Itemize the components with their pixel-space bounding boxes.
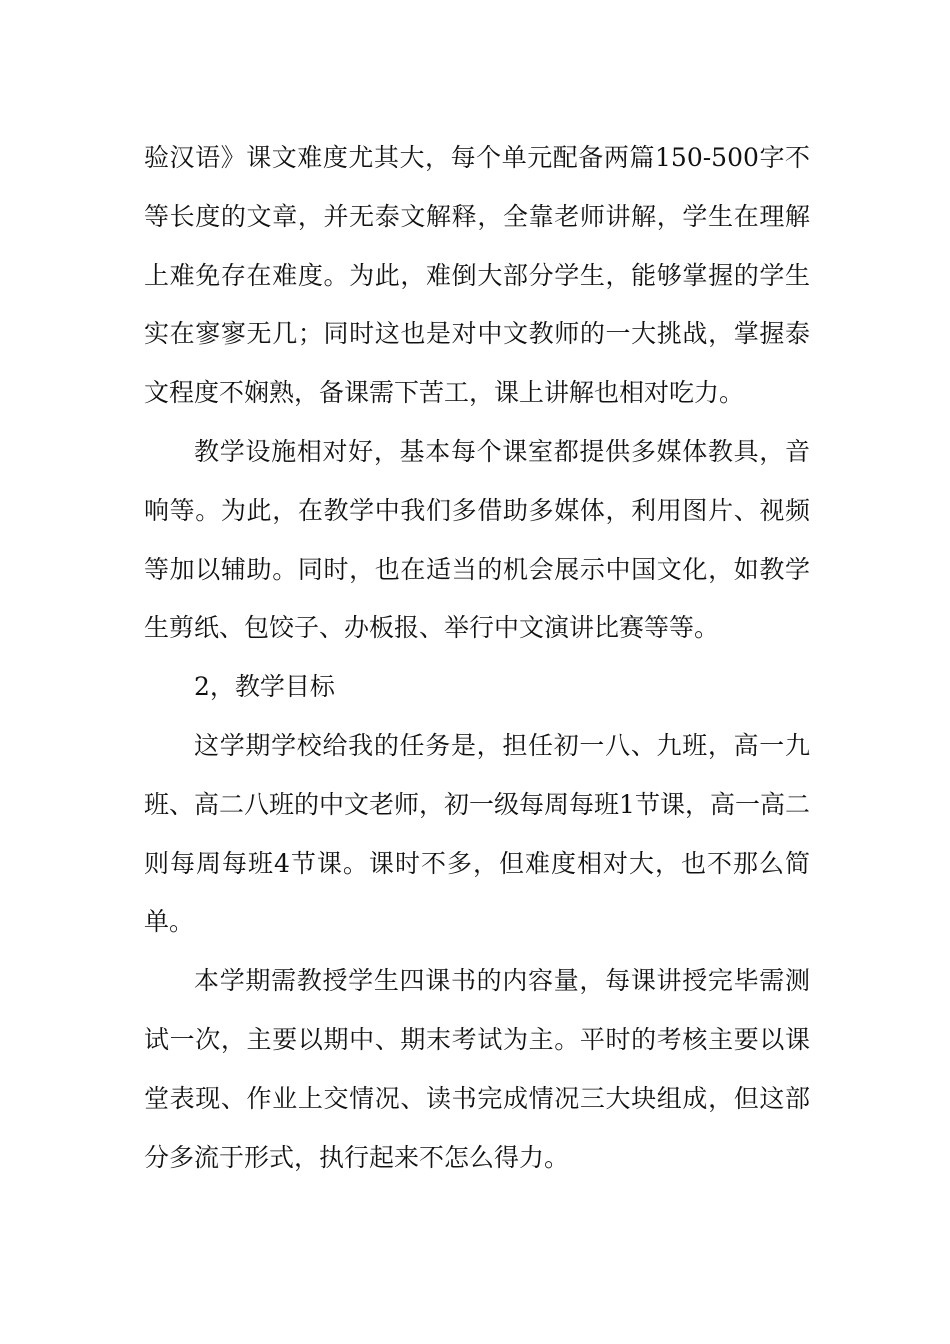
paragraph-assessment: 本学期需教授学生四课书的内容量，每课讲授完毕需测试一次，主要以期中、期末考试为主。平时的考核主要以课堂表现、作业上交情况、读书完成情况三大块组成，但这部分多流于形式，执行起来不怎么得力。 bbox=[144, 966, 810, 1172]
paragraph-assignment: 这学期学校给我的任务是，担任初一八、九班，高一九班、高二八班的中文老师，初一级每周每班1节课，高一高二则每周每班4节课。课时不多，但难度相对大，也不那么简单。 bbox=[144, 730, 810, 937]
paragraph-continuation: 验汉语》课文难度尤其大，每个单元配备两篇150-500字不等长度的文章，并无泰文解释，全靠老师讲解，学生在理解上难免存在难度。为此，难倒大部分学生，能够掌握的学生实在寥寥无几；同时这也是对中文教师的一大挑战，掌握泰文程度不娴熟，备课需下苦工，课上讲解也相对吃力。 bbox=[144, 143, 810, 408]
document-body bbox=[144, 129, 810, 1187]
section-heading-teaching-goals: 2，教学目标 bbox=[194, 672, 335, 702]
paragraph-facilities: 教学设施相对好，基本每个课室都提供多媒体教具，音响等。为此，在教学中我们多借助多媒体，利用图片、视频等加以辅助。同时，也在适当的机会展示中国文化，如教学生剪纸、包饺子、办板报、举行中文演讲比赛等等。 bbox=[144, 436, 810, 643]
